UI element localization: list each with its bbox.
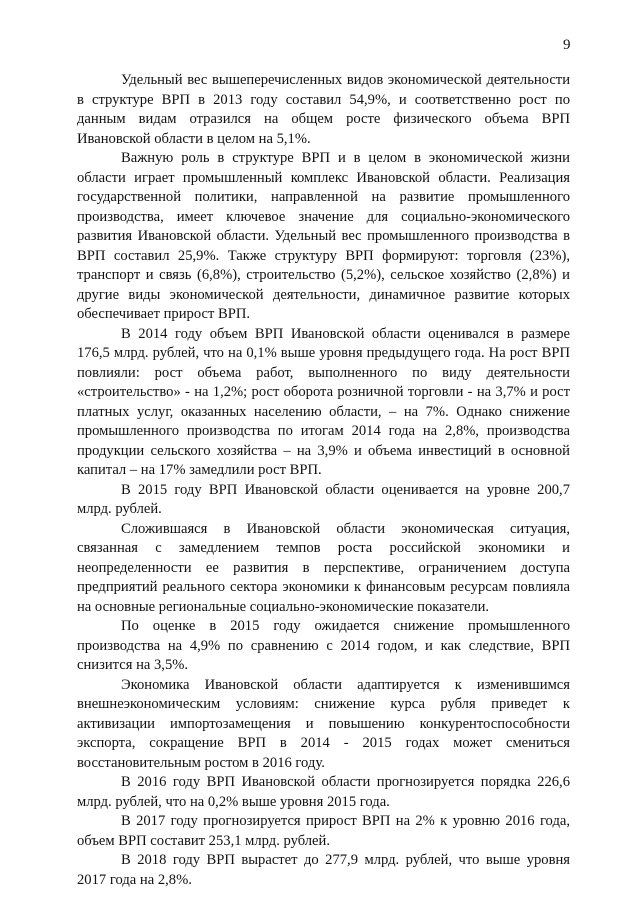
paragraph-grp-2018: В 2018 году ВРП вырастет до 277,9 млрд. рублей, что выше уровня 2017 года на 2,8%.	[77, 852, 570, 888]
paragraph-economy-adaptation: Экономика Ивановской области адаптируется к изменившимся внешнеэкономическим условиям: снижение курса рубля приведет к активизации импортозамещения и повышению конкурентоспособности экспорта, сокращение ВРП в 2014 - 2015 годах может смениться восстановительным ростом в 2016 году.	[77, 676, 570, 771]
paragraph-grp-2015: В 2015 году ВРП Ивановской области оценивается на уровне 200,7 млрд. рублей.	[77, 481, 570, 517]
paragraph-grp-share: Удельный вес вышеперечисленных видов экономической деятельности в структуре ВРП в 2013 году составил 54,9%, и соответственно рост по данным видам отразился на общем росте физического объема ВРП Ивановской области в целом на 5,1%.	[77, 72, 570, 147]
paragraph-industrial-complex: Важную роль в структуре ВРП и в целом в экономической жизни области играет промышленный комплекс Ивановской области. Реализация государственной политики, направленной на развитие промышленного производства, имеет ключевое значение для социально-экономического развития Ивановской области. Удельный вес промышленного производства в ВРП составил 25,9%. Также структуру ВРП формируют: торговля (23%), транспорт и связь (6,8%), строительство (5,2%), сельское хозяйство (2,8%) и другие виды экономической деятельности, динамичное развитие которых обеспечивает прирост ВРП.	[77, 150, 570, 322]
document-body	[77, 71, 570, 890]
page-number: 9	[563, 37, 571, 53]
paragraph-grp-2016: В 2016 году ВРП Ивановской области прогнозируется порядка 226,6 млрд. рублей, что на 0,2% выше уровня 2015 года.	[77, 774, 570, 810]
paragraph-industrial-decline: По оценке в 2015 году ожидается снижение промышленного производства на 4,9% по сравнению с 2014 годом, и как следствие, ВРП снизится на 3,5%.	[77, 618, 570, 673]
paragraph-grp-2014: В 2014 году объем ВРП Ивановской области оценивался в размере 176,5 млрд. рублей, что на 0,1% выше уровня предыдущего года. На рост ВРП повлияли: рост объема работ, выполненного по виду деятельности «строительство» - на 1,2%; рост оборота розничной торговли - на 3,7% и рост платных услуг, оказанных населению области, – на 7%. Однако снижение промышленного производства по итогам 2014 года на 2,8%, производства продукции сельского хозяйства – на 3,9% и объема инвестиций в основной капитал – на 17% замедлили рост ВРП.	[77, 325, 570, 478]
paragraph-grp-2017: В 2017 году прогнозируется прирост ВРП на 2% к уровню 2016 года, объем ВРП составит 253,1 млрд. рублей.	[77, 813, 570, 849]
paragraph-economic-situation: Сложившаяся в Ивановской области экономическая ситуация, связанная с замедлением темпов роста российской экономики и неопределенности ее развития в перспективе, ограничением доступа предприятий реального сектора экономики к финансовым ресурсам повлияла на основные региональные социально-экономические показатели.	[77, 520, 570, 615]
